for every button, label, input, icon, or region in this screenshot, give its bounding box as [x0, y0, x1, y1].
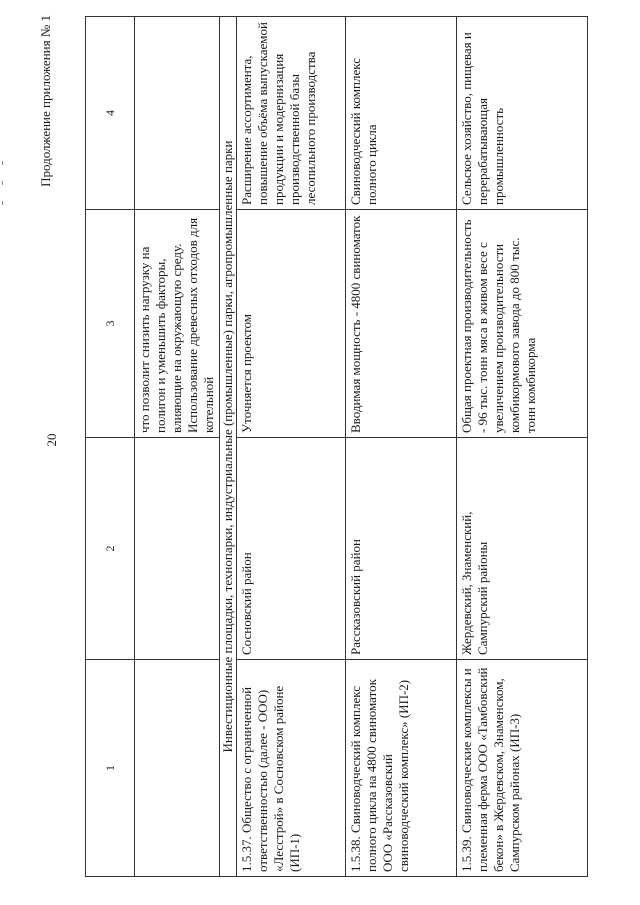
- scan-mark: [2, 181, 3, 185]
- cell-district: Сосновский район: [237, 438, 346, 660]
- cell-district: [135, 438, 220, 660]
- column-number: 2: [86, 438, 135, 660]
- appendix-table: [85, 16, 588, 877]
- cell-description: что позволит снизить нагрузку на полигон и уменьшить факторы, влияющие на окружающую среду. Использование древесных отходов для котельной: [135, 210, 220, 438]
- cell-description: Общая проектная производительность - 96 тыс. тонн мяса в живом весе с увеличением производительности комбикормового завода до 800 тыс. тонн комбикорма: [457, 210, 588, 438]
- column-number-row: [86, 17, 135, 877]
- table-row: [457, 17, 588, 877]
- cell-description: Вводимая мощность - 4800 свиноматок: [346, 210, 457, 438]
- page-number: 20: [44, 433, 59, 447]
- cell-name: 1.5.38. Свиноводческий комплекс полного цикла на 4800 свиноматок ООО «Рассказовский свиноводческий комплекс» (ИП-2): [346, 660, 457, 877]
- table-row: [237, 17, 346, 877]
- cell-effect: [135, 17, 220, 210]
- table-row: [346, 17, 457, 877]
- cell-name: [135, 660, 220, 877]
- section-title: Инвестиционные площадки, технопарки, индустриальные (промышленные) парки, агропромышленные парки: [220, 17, 237, 877]
- cell-district: Жердевский, Знаменский, Сампурский районы: [457, 438, 588, 660]
- section-row: [220, 17, 237, 877]
- cell-effect: Расширение ассортимента, повышение объёма выпускаемой продукции и модернизация производственной базы лесопильного производства: [237, 17, 346, 210]
- column-number: 3: [86, 210, 135, 438]
- scan-mark: [2, 201, 3, 205]
- continuation-row: [135, 17, 220, 877]
- cell-name: 1.5.39. Свиноводческие комплексы и племенная ферма ООО «Тамбовский бекон» в Жердевском, Знаменском, Сампурском районах (ИП-3): [457, 660, 588, 877]
- cell-effect: Свиноводческий комплекс полного цикла: [346, 17, 457, 210]
- cell-effect: Сельское хозяйство, пищевая и перерабатывающая промышленность: [457, 17, 588, 210]
- scan-mark: [2, 161, 3, 165]
- column-number: 4: [86, 17, 135, 210]
- cell-name: 1.5.37. Общество с ограниченной ответственностью (далее - ООО) «Лесстрой» в Сосновском районе (ИП-1): [237, 660, 346, 877]
- cell-description: Уточняется проектом: [237, 210, 346, 438]
- cell-district: Рассказовский район: [346, 438, 457, 660]
- column-number: 1: [86, 660, 135, 877]
- continuation-note: Продолжение приложения № 1: [38, 15, 53, 187]
